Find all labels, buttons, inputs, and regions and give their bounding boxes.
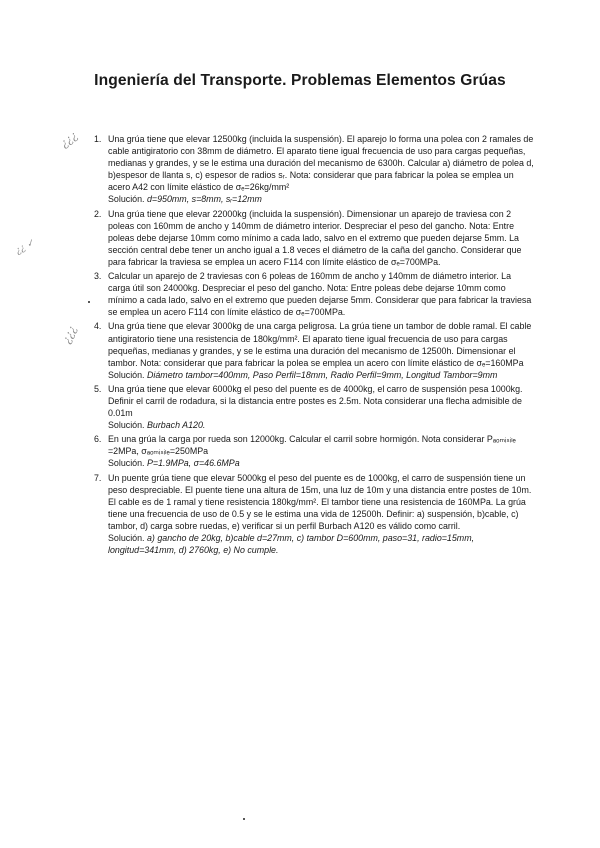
problem-item (94, 320, 534, 380)
solution-label: Solución. (108, 533, 145, 543)
speck-mark (243, 818, 245, 820)
solution-value: a) gancho de 20kg, b)cable d=27mm, c) tambor D=600mm, paso=31, radio=15mm, longitud=341mm, d) 2760kg, e) No cumple. (108, 533, 475, 556)
page-title: Ingeniería del Transporte. Problemas Elementos Grúas (94, 72, 506, 89)
problem-text: Un puente grúa tiene que elevar 5000kg el peso del puente es de 1000kg, el carro de suspensión tiene un peso despreciable. El puente tiene una altura de 15m, una luz de 10m y una distancia entre postes de 10m. El cable es de 1 ramal y tiene resistencia 180kg/mm². El tambor tiene una resistencia de 160MPa. La grúa tiene una frecuencia de uso de 0.5 y se le estima una vida de 12500h. Definir: a) suspensión, b)cable, c) tambor, d) carga sobre ruedas, e) verificar si un perfil Burbach A120 es válido como carril. (108, 472, 532, 531)
problem-number: 7. (94, 472, 102, 483)
problem-item (94, 133, 534, 206)
problem-text: En una grúa la carga por rueda son 12000kg. Calcular el carril sobre hormigón. Nota considerar Pₐₒₘᵢₛᵢₗₑ =2MPa, σₐₒₘᵢₛᵢₗₑ=250MPa (108, 434, 516, 457)
problem-solution (108, 532, 534, 556)
handwritten-mark: ¿¿¿ (58, 129, 80, 151)
problem-text: Una grúa tiene que elevar 6000kg el peso del puente es de 4000kg, el carro de suspensión pesa 1000kg. Definir el carril de rodadura, si la distancia entre postes es 2.5m. Nota considerar una flecha admisible de 0.01m (108, 383, 523, 419)
problem-item (94, 472, 534, 557)
problem-text: Una grúa tiene que elevar 3000kg de una carga peligrosa. La grúa tiene un tambor de doble ramal. El cable antigiratorio tiene una resistencia de 180kg/mm². El aparato tiene igual frecuencia de uso para cargas pequeñas, medianas y grandes, y se le estima una duración del mecanismo de 12500h. Dimensionar el tambor. Nota: considerar que para fabricar la polea se emplea un acero con límite elástico de σₑ=160MPa (108, 321, 532, 368)
handwritten-mark: ¿¿ ✓ (14, 237, 37, 257)
solution-value: Diámetro tambor=400mm, Paso Perfil=18mm, Radio Perfil=9mm, Longitud Tambor=9mm (146, 369, 498, 380)
problem-solution (108, 193, 534, 205)
solution-value: d=950mm, s=8mm, sᵣ=12mm (146, 194, 262, 205)
solution-label: Solución. (108, 458, 145, 469)
problem-number: 1. (94, 134, 102, 144)
solution-value: P=1.9MPa, σ=46.6MPa (146, 458, 240, 469)
problem-text: Una grúa tiene que elevar 12500kg (incluida la suspensión). El aparejo lo forma una polea con 2 ramales de cable antigiratorio con 38mm de diámetro. El aparato tiene igual frecuencia de uso para cargas pequeñas, medianas y grandes, y se le estima una duración del mecanismo de 6300h. Calcular a) diámetro de polea d, b)espesor de llanta s, c) espesor de radios sᵣ. Nota: considerar que para fabricar la polea se emplea un acero A42 con límite elástico de σₑ=26kg/mm² (108, 134, 534, 193)
problem-number: 6. (94, 434, 102, 445)
solution-label: Solución. (108, 369, 145, 380)
problem-item (94, 383, 534, 431)
handwritten-mark: ¿¿¿ (60, 323, 80, 346)
problem-item (94, 433, 534, 469)
problem-number: 5. (94, 383, 102, 394)
problem-number: 4. (94, 321, 102, 332)
problem-solution (108, 457, 534, 469)
problem-text: Calcular un aparejo de 2 traviesas con 6 poleas de 160mm de ancho y 140mm de diámetro interior. La carga útil son 24000kg. Despreciar el peso del gancho. Nota: Entre poleas debe dejarse 10mm como mínimo a cada lado, salvo en el extremo que pueden dejarse 5mm. Considerar que para fabricar la traviesa se emplea un acero F114 con límite elástico de σₑ=700MPa. (108, 271, 532, 318)
problem-item (94, 208, 534, 268)
solution-label: Solución. (108, 194, 145, 205)
problem-number: 3. (94, 271, 102, 282)
solution-label: Solución. (108, 420, 145, 431)
problem-solution (108, 369, 534, 381)
problem-item (94, 270, 534, 318)
problem-text: Una grúa tiene que elevar 22000kg (incluida la suspensión). Dimensionar un aparejo de traviesa con 2 poleas con 160mm de ancho y 140mm de diámetro interior. Despreciar el peso del gancho. Nota: Entre poleas debe dejarse 10mm como mínimo a cada lado, salvo en el extremo que pueden dejarse 5mm. La sección central debe tener un ancho igual a 1.8 veces el diámetro de la caña del gancho. Considerar que para fabricar la traviesa se emplea un acero F114 con límite elástico de σₑ=700MPa. (108, 208, 522, 267)
problem-list (94, 133, 534, 558)
speck-mark (88, 301, 90, 303)
problem-solution (108, 419, 534, 431)
solution-value: Burbach A120. (146, 420, 206, 431)
problem-number: 2. (94, 208, 102, 219)
